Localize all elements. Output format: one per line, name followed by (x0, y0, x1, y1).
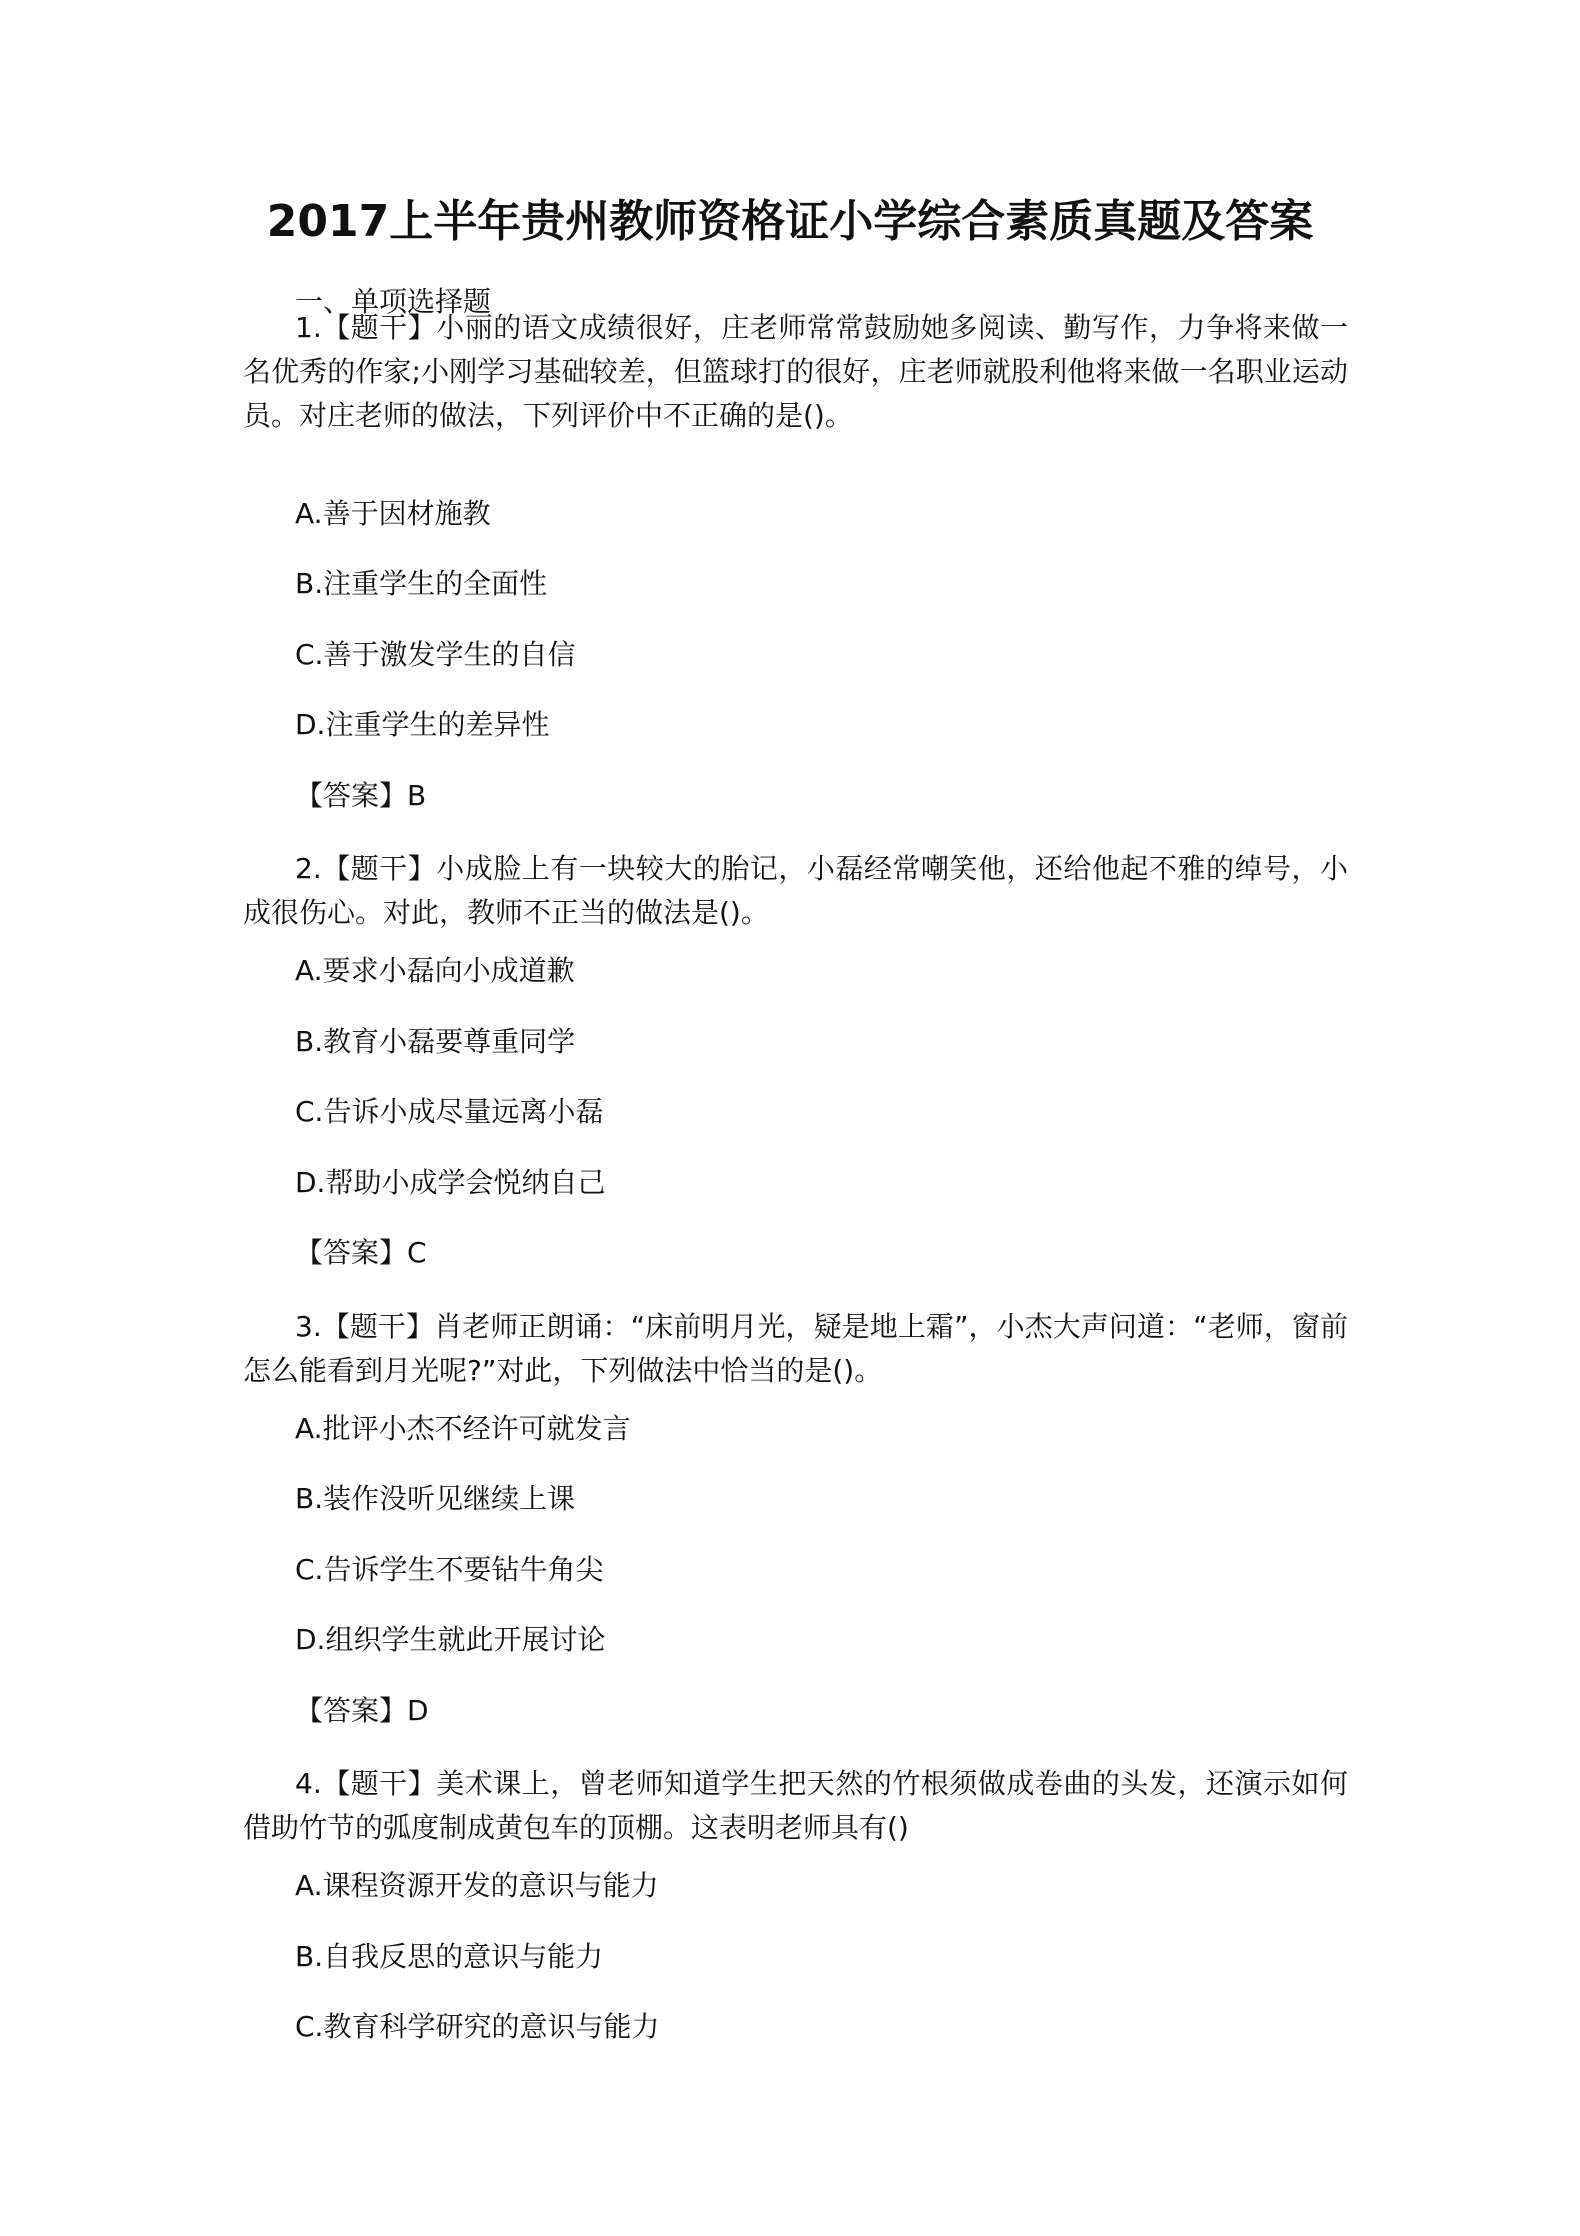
question-2-option-c: C.告诉小成尽量远离小磊 (295, 1095, 604, 1128)
question-2-option-a: A.要求小磊向小成道歉 (295, 954, 575, 987)
page-title: 2017上半年贵州教师资格证小学综合素质真题及答案 (266, 196, 1314, 247)
question-1-option-a: A.善于因材施教 (295, 497, 491, 530)
question-3-answer: 【答案】D (295, 1694, 429, 1727)
question-2-option-b: B.教育小磊要尊重同学 (295, 1025, 576, 1058)
question-2-stem: 2.【题干】小成脸上有一块较大的胎记，小磊经常嘲笑他，还给他起不雅的绰号，小成很伤心。对此，教师不正当的做法是()。 (243, 852, 1348, 929)
question-4-option-a: A.课程资源开发的意识与能力 (295, 1869, 659, 1902)
question-2-answer: 【答案】C (295, 1236, 427, 1269)
question-4-option-b: B.自我反思的意识与能力 (295, 1940, 604, 1973)
question-4-stem: 4.【题干】美术课上，曾老师知道学生把天然的竹根须做成卷曲的头发，还演示如何借助竹节的弧度制成黄包车的顶棚。这表明老师具有() (243, 1767, 1348, 1844)
question-1-option-c: C.善于激发学生的自信 (295, 638, 576, 671)
question-3-option-d: D.组织学生就此开展讨论 (295, 1623, 606, 1656)
question-3-option-a: A.批评小杰不经许可就发言 (295, 1412, 631, 1445)
question-3-option-c: C.告诉学生不要钻牛角尖 (295, 1553, 604, 1586)
question-1-option-d: D.注重学生的差异性 (295, 708, 550, 741)
question-2-option-d: D.帮助小成学会悦纳自己 (295, 1166, 606, 1199)
question-3-stem: 3.【题干】肖老师正朗诵：“床前明月光，疑是地上霜”，小杰大声问道：“老师，窗前怎么能看到月光呢?”对此，下列做法中恰当的是()。 (243, 1310, 1348, 1387)
question-1-stem: 1.【题干】小丽的语文成绩很好，庄老师常常鼓励她多阅读、勤写作，力争将来做一名优秀的作家;小刚学习基础较差，但篮球打的很好，庄老师就股利他将来做一名职业运动员。对庄老师的做法，下列评价中不正确的是()。 (243, 311, 1348, 432)
question-4-option-c: C.教育科学研究的意识与能力 (295, 2010, 660, 2043)
question-1-option-b: B.注重学生的全面性 (295, 567, 548, 600)
question-3-option-b: B.装作没听见继续上课 (295, 1482, 576, 1515)
question-1-answer: 【答案】B (295, 779, 427, 812)
section-heading: 一、单项选择题 (295, 285, 492, 318)
